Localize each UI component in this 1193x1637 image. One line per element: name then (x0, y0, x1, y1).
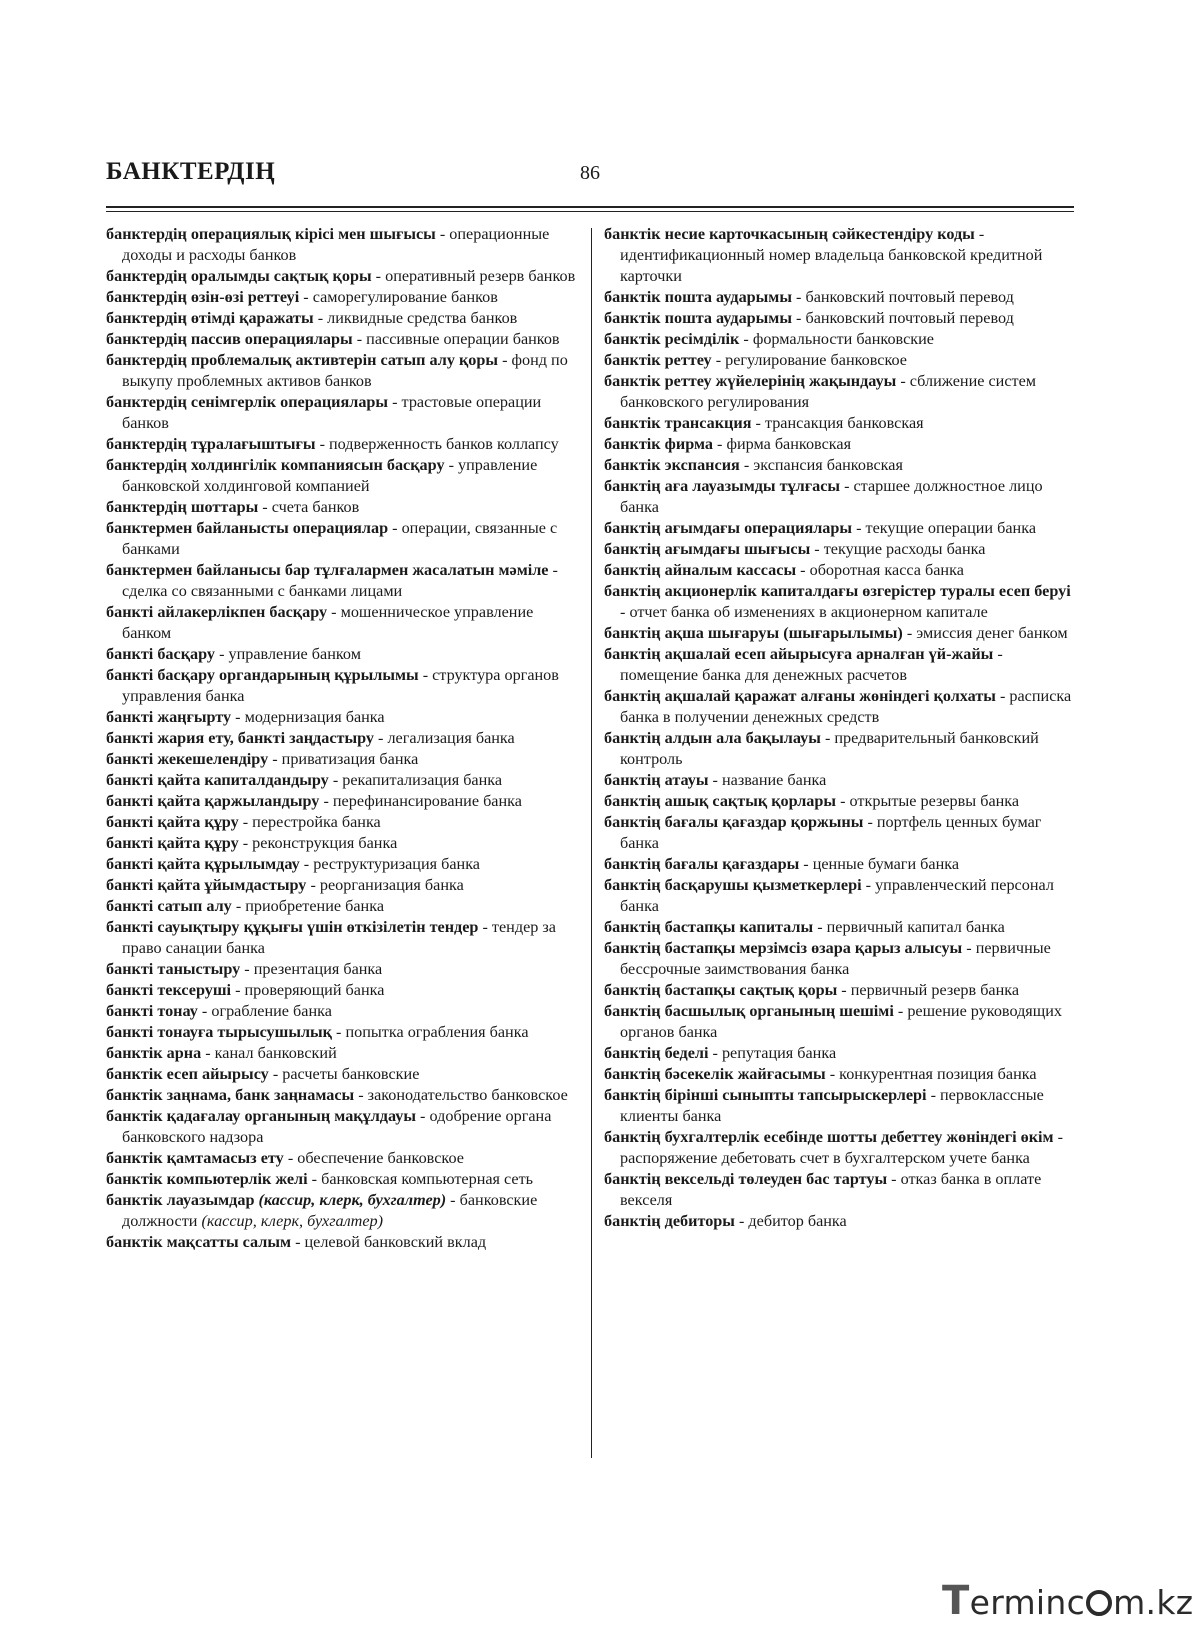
entry-translation: банковский почтовый перевод (805, 288, 1014, 306)
entry-term: банкті таныстыру (106, 960, 241, 978)
entry-translation: перестройка банка (252, 813, 381, 831)
dictionary-entry: банктің алдын ала бақылауы - предварительный банковский контроль (604, 729, 1039, 768)
entry-translation: идентификационный номер владельца банковской кредитной карточки (620, 246, 1043, 285)
entry-term: банкті жария ету, банкті заңдастыру (106, 729, 374, 747)
entry-term: банктің ақшалай қаражат алғаны жөніндегі қолхаты (604, 687, 996, 705)
dictionary-entry: банкті қайта ұйымдастыру - реорганизация банка (106, 876, 464, 894)
entry-term: банктің бәсекелік жайғасымы (604, 1065, 826, 1083)
entry-translation: банковские должности (122, 1191, 538, 1230)
dictionary-entry: банктермен байланысты операциялар - операции, связанные с банками (106, 519, 558, 558)
dictionary-entry: банкті жария ету, банкті заңдастыру - легализация банка (106, 729, 515, 747)
entry-translation: пассивные операции банков (366, 330, 560, 348)
entry-translation: реструктуризация банка (313, 855, 480, 873)
entry-term: банктің басшылық органының шешімі (604, 1002, 894, 1020)
entry-translation: формальности банковские (752, 330, 934, 348)
terminkom-watermark (942, 1578, 1193, 1624)
entry-translation: обеспечение банковское (297, 1149, 464, 1167)
dictionary-entry: банктік реттеу - регулирование банковское (604, 351, 907, 369)
entry-term: банктердің шоттары (106, 498, 259, 516)
entry-translation: попытка ограбления банка (345, 1023, 529, 1041)
entry-translation: эмиссия денег банком (916, 624, 1068, 642)
entry-term: банктің атауы (604, 771, 709, 789)
entry-translation: операции, связанные с банками (122, 519, 558, 558)
dictionary-entry: банкті таныстыру - презентация банка (106, 960, 383, 978)
right-column (604, 224, 1080, 1232)
entry-translation: целевой банковский вклад (304, 1233, 487, 1251)
entry-term: банктік реттеу (604, 351, 712, 369)
entry-term: банктердің өтімді қаражаты (106, 309, 314, 327)
entry-translation: тендер за право санации банка (122, 918, 556, 957)
entry-translation: отчет банка об изменениях в акционерном капитале (629, 603, 988, 621)
entry-translation: расчеты банковские (282, 1065, 420, 1083)
entry-term: банкті қайта ұйымдастыру (106, 876, 307, 894)
dictionary-entry: банктің ашық сақтық қорлары - открытые резервы банка (604, 792, 1020, 810)
entry-translation: трастовые операции банков (122, 393, 542, 432)
entry-term: банкті басқару (106, 645, 216, 663)
entry-translation: предварительный банковский контроль (620, 729, 1039, 768)
dictionary-entry: банкті қайта қаржыландыру - перефинансирование банка (106, 792, 522, 810)
entry-translation: текущие операции банка (865, 519, 1037, 537)
dictionary-entry: банктердің оралымды сақтық қоры - оперативный резерв банков (106, 267, 576, 285)
entry-translation: счета банков (271, 498, 360, 516)
entry-term: банктік несие карточкасының сәйкестендіру коды (604, 225, 975, 243)
entry-translation: первичный резерв банка (850, 981, 1020, 999)
entry-translation: канал банковский (214, 1044, 337, 1062)
entry-term: банктік заңнама, банк заңнамасы (106, 1086, 355, 1104)
dictionary-entry: банктің акционерлік капиталдағы өзгерістер туралы есеп беруі - отчет банка об изменениях в акционерном капитале (604, 582, 1071, 621)
entry-translation: модернизация банка (244, 708, 385, 726)
dictionary-entry: банкті жаңғырту - модернизация банка (106, 708, 385, 726)
dictionary-entry: банктік реттеу жүйелерінің жақындауы - сближение систем банковского регулирования (604, 372, 1037, 411)
entry-term: банктердің тұралағыштығы (106, 435, 316, 453)
entry-term: банктердің өзін-өзі реттеуі (106, 288, 300, 306)
entry-translation: название банка (721, 771, 827, 789)
dictionary-entry: банктің бастапқы капиталы - первичный капитал банка (604, 918, 1005, 936)
dictionary-entry: банктің бастапқы сақтық қоры - первичный резерв банка (604, 981, 1020, 999)
entry-translation: банковский почтовый перевод (805, 309, 1014, 327)
entry-translation: реорганизация банка (319, 876, 464, 894)
entry-translation: банковская компьютерная сеть (321, 1170, 534, 1188)
dictionary-entry: банктердің холдингілік компаниясын басқару - управление банковской холдинговой компанией (106, 456, 538, 495)
dictionary-entry: банктің бағалы қағаздары - ценные бумаги банка (604, 855, 960, 873)
entry-translation: мошенническое управление банком (122, 603, 534, 642)
dictionary-entry: банктік қадағалау органының мақұлдауы - одобрение органа банковского надзора (106, 1107, 552, 1146)
dictionary-entry: банктік есеп айырысу - расчеты банковские (106, 1065, 420, 1083)
dictionary-entry: банктің басқарушы қызметкерлері - управленческий персонал банка (604, 876, 1054, 915)
dictionary-entry: банктің ағымдағы шығысы - текущие расходы банка (604, 540, 986, 558)
entry-term: банктің бағалы қағаздары (604, 855, 800, 873)
entry-translation: конкурентная позиция банка (839, 1065, 1037, 1083)
dictionary-entry: банкті айлакерлікпен басқару - мошенническое управление банком (106, 603, 534, 642)
watermark-text-start: ermin (969, 1583, 1067, 1622)
entry-translation: помещение банка для денежных расчетов (620, 666, 908, 684)
entry-term: банктік трансакция (604, 414, 752, 432)
entry-translation: приватизация банка (281, 750, 419, 768)
dictionary-entry: банктің бағалы қағаздар қоржыны - портфель ценных бумаг банка (604, 813, 1042, 852)
entry-term: банктің ақшалай есеп айырысуға арналған үй-жайы (604, 645, 994, 663)
entry-translation: текущие расходы банка (823, 540, 986, 558)
dictionary-entry: банкті қайта құрылымдау - реструктуризация банка (106, 855, 480, 873)
column-divider (591, 228, 592, 1458)
dictionary-entry: банктердің сенімгерлік операциялары - трастовые операции банков (106, 393, 542, 432)
entry-translation: проверяющий банка (244, 981, 385, 999)
dictionary-entry: банктің ақшалай қаражат алғаны жөніндегі қолхаты - расписка банка в получении денежных средств (604, 687, 1072, 726)
dictionary-entry: банктік арна - канал банковский (106, 1044, 337, 1062)
dictionary-entry: банктердің проблемалық активтерін сатып алу қоры - фонд по выкупу проблемных активов банков (106, 351, 568, 390)
watermark-text-end: m.kz (1113, 1583, 1193, 1622)
entry-term: банкті жекешелендіру (106, 750, 269, 768)
dictionary-entry: банктермен байланысы бар тұлғалармен жасалатын мәміле - сделка со связанными с банками лицами (106, 561, 558, 600)
entry-translation: экспансия банковская (753, 456, 903, 474)
entry-translation: фонд по выкупу проблемных активов банков (122, 351, 568, 390)
dictionary-entry: банкті басқару - управление банком (106, 645, 361, 663)
dictionary-entry: банктік экспансия - экспансия банковская (604, 456, 903, 474)
entry-translation: дебитор банка (748, 1212, 847, 1230)
entry-term: банктік пошта аударымы (604, 309, 792, 327)
entry-translation: отказ банка в оплате векселя (620, 1170, 1042, 1209)
entry-term: банкті қайта құру (106, 834, 239, 852)
entry-term: банктік есеп айырысу (106, 1065, 269, 1083)
dictionary-entry: банкті сатып алу - приобретение банка (106, 897, 384, 915)
entry-translation: сближение систем банковского регулирования (620, 372, 1037, 411)
watermark-c-letter: c (1066, 1583, 1086, 1622)
entry-translation: решение руководящих органов банка (620, 1002, 1062, 1041)
dictionary-entry: банкті сауықтыру құқығы үшін өткізілетін тендер - тендер за право санации банка (106, 918, 556, 957)
dictionary-entry: банктің атауы - название банка (604, 771, 827, 789)
entry-term: банкті тексеруші (106, 981, 232, 999)
dictionary-entry: банктердің пассив операциялары - пассивные операции банков (106, 330, 560, 348)
entry-term: банктермен байланысты операциялар (106, 519, 389, 537)
dictionary-entry: банктің басшылық органының шешімі - решение руководящих органов банка (604, 1002, 1062, 1041)
entry-term: банкті тонау (106, 1002, 198, 1020)
entry-term: банктік пошта аударымы (604, 288, 792, 306)
entry-term: банктің дебиторы (604, 1212, 735, 1230)
entry-translation: портфель ценных бумаг банка (620, 813, 1042, 852)
entry-translation: операционные доходы и расходы банков (122, 225, 550, 264)
dictionary-entry: банктердің өтімді қаражаты - ликвидные средства банков (106, 309, 518, 327)
header-rule-thin (106, 211, 1074, 212)
dictionary-entry: банкті тонау - ограбление банка (106, 1002, 332, 1020)
entry-term: банктің акционерлік капиталдағы өзгерістер туралы есеп беруі (604, 582, 1071, 600)
dictionary-entry: банктің айналым кассасы - оборотная касса банка (604, 561, 964, 579)
dictionary-entry: банктердің тұралағыштығы - подверженность банков коллапсу (106, 435, 559, 453)
entry-term: банктің вексельді төлеуден бас тартуы (604, 1170, 888, 1188)
dictionary-entry: банктің беделі - репутация банка (604, 1044, 837, 1062)
entry-term: банктердің пассив операциялары (106, 330, 353, 348)
dictionary-entry: банктік несие карточкасының сәйкестендіру коды - идентификационный номер владельца банковской кредитной карточки (604, 225, 1043, 285)
dictionary-entry: банктің ақша шығаруы (шығарылымы) - эмиссия денег банком (604, 624, 1068, 642)
dictionary-entry: банкті тонауға тырысушылық - попытка ограбления банка (106, 1023, 529, 1041)
dictionary-entry: банктік заңнама, банк заңнамасы - законодательство банковское (106, 1086, 568, 1104)
dictionary-entry: банктік лауазымдар (кассир, клерк, бухгалтер) - банковские должности (кассир, клерк, бухгалтер) (106, 1191, 538, 1230)
dictionary-entry: банктің ағымдағы операциялары - текущие операции банка (604, 519, 1037, 537)
entry-term: банктік экспансия (604, 456, 740, 474)
entry-term: банкті айлакерлікпен басқару (106, 603, 328, 621)
entry-term: банктердің оралымды сақтық қоры (106, 267, 372, 285)
entry-term: банктердің сенімгерлік операциялары (106, 393, 389, 411)
entry-term: банктің басқарушы қызметкерлері (604, 876, 862, 894)
entry-term: банктік реттеу жүйелерінің жақындауы (604, 372, 897, 390)
entry-term: банктің ашық сақтық қорлары (604, 792, 837, 810)
entry-term: банктік фирма (604, 435, 713, 453)
dictionary-entry: банктік трансакция - трансакция банковская (604, 414, 924, 432)
entry-term: банкті тонауға тырысушылық (106, 1023, 332, 1041)
entry-translation-note: (кассир, клерк, бухгалтер) (201, 1212, 384, 1230)
entry-translation: репутация банка (721, 1044, 837, 1062)
dictionary-entry: банктің бірінші сыныпты тапсырыскерлері - первоклассные клиенты банка (604, 1086, 1044, 1125)
entry-translation: структура органов управления банка (122, 666, 559, 705)
entry-term: банктің аға лауазымды тұлғасы (604, 477, 841, 495)
entry-term: банктік ресімділік (604, 330, 740, 348)
entry-translation: первичные бессрочные заимствования банка (620, 939, 1051, 978)
entry-term: банктің ағымдағы операциялары (604, 519, 853, 537)
entry-translation: ограбление банка (211, 1002, 332, 1020)
entry-term: банктік қамтамасыз ету (106, 1149, 284, 1167)
dictionary-entry: банкті жекешелендіру - приватизация банка (106, 750, 419, 768)
entry-translation: первичный капитал банка (826, 918, 1005, 936)
entry-translation: презентация банка (253, 960, 383, 978)
entry-term: банктермен байланысы бар тұлғалармен жасалатын мәміле (106, 561, 549, 579)
dictionary-entry: банктердің операциялық кірісі мен шығысы - операционные доходы и расходы банков (106, 225, 550, 264)
entry-term: банктердің операциялық кірісі мен шығысы (106, 225, 436, 243)
entry-term: банктің ағымдағы шығысы (604, 540, 811, 558)
page-number: 86 (580, 162, 600, 184)
entry-term: банктік компьютерлік желі (106, 1170, 308, 1188)
entry-translation: саморегулирование банков (312, 288, 498, 306)
entry-term: банктердің проблемалық активтерін сатып алу қоры (106, 351, 499, 369)
entry-term: банктің бастапқы капиталы (604, 918, 814, 936)
dictionary-entry: банктердің өзін-өзі реттеуі - саморегулирование банков (106, 288, 498, 306)
entry-term: банктің беделі (604, 1044, 709, 1062)
dictionary-entry: банктік пошта аударымы - банковский почтовый перевод (604, 309, 1014, 327)
entry-translation: управленческий персонал банка (620, 876, 1054, 915)
entry-translation: открытые резервы банка (849, 792, 1020, 810)
entry-translation: ценные бумаги банка (812, 855, 960, 873)
dictionary-entry: банктік мақсатты салым - целевой банковский вклад (106, 1233, 487, 1251)
dictionary-entry: банктердің шоттары - счета банков (106, 498, 360, 516)
entry-term: банкті сауықтыру құқығы үшін өткізілетін тендер (106, 918, 479, 936)
dictionary-entry: банктің дебиторы - дебитор банка (604, 1212, 847, 1230)
watermark-letter-t: T (942, 1578, 970, 1624)
entry-term: банктің бастапқы мерзімсіз өзара қарыз алысуы (604, 939, 963, 957)
entry-translation: сделка со связанными с банками лицами (122, 582, 403, 600)
entry-term: банктің бухгалтерлік есебінде шотты дебеттеу жөніндегі өкім (604, 1128, 1054, 1146)
dictionary-entry: банктік ресімділік - формальности банковские (604, 330, 934, 348)
entry-translation: реконструкция банка (252, 834, 398, 852)
entry-term: банктің ақша шығаруы (шығарылымы) (604, 624, 903, 642)
entry-term: банктің айналым кассасы (604, 561, 797, 579)
entry-term: банкті қайта капиталдандыру (106, 771, 329, 789)
watermark-circle-icon (1086, 1590, 1112, 1616)
dictionary-entry: банкті басқару органдарының құрылымы - структура органов управления банка (106, 666, 559, 705)
entry-term: банктік мақсатты салым (106, 1233, 292, 1251)
dictionary-entry: банктің бастапқы мерзімсіз өзара қарыз алысуы - первичные бессрочные заимствования банка (604, 939, 1051, 978)
entry-term: банктің алдын ала бақылауы (604, 729, 821, 747)
dictionary-entry: банктік пошта аударымы - банковский почтовый перевод (604, 288, 1014, 306)
entry-translation: старшее должностное лицо банка (620, 477, 1043, 516)
entry-translation: подверженность банков коллапсу (329, 435, 559, 453)
entry-term: банкті жаңғырту (106, 708, 232, 726)
dictionary-entry: банктік компьютерлік желі - банковская компьютерная сеть (106, 1170, 534, 1188)
dictionary-entry: банктің бәсекелік жайғасымы - конкурентная позиция банка (604, 1065, 1037, 1083)
entry-term: банктің бірінші сыныпты тапсырыскерлері (604, 1086, 927, 1104)
entry-term: банктің бастапқы сақтық қоры (604, 981, 838, 999)
entry-term: банктің бағалы қағаздар қоржыны (604, 813, 864, 831)
dictionary-entry: банктік қамтамасыз ету - обеспечение банковское (106, 1149, 464, 1167)
entry-translation: оборотная касса банка (809, 561, 964, 579)
entry-translation: регулирование банковское (725, 351, 907, 369)
entry-translation: распоряжение дебетовать счет в бухгалтерском учете банка (620, 1149, 1030, 1167)
dictionary-entry: банктің вексельді төлеуден бас тартуы - отказ банка в оплате векселя (604, 1170, 1042, 1209)
dictionary-entry: банктің ақшалай есеп айырысуға арналған үй-жайы - помещение банка для денежных расчетов (604, 645, 1003, 684)
entry-translation: легализация банка (387, 729, 515, 747)
entry-translation: приобретение банка (245, 897, 384, 915)
entry-term: банктік лауазымдар (106, 1191, 255, 1209)
entry-translation: управление банком (228, 645, 361, 663)
entry-translation: рекапитализация банка (342, 771, 503, 789)
dictionary-entry: банкті қайта құру - реконструкция банка (106, 834, 398, 852)
dictionary-entry: банкті қайта құру - перестройка банка (106, 813, 381, 831)
entry-term: банктік арна (106, 1044, 202, 1062)
entry-term: банкті басқару органдарының құрылымы (106, 666, 419, 684)
entry-translation: законодательство банковское (367, 1086, 568, 1104)
dictionary-entry: банкті тексеруші - проверяющий банка (106, 981, 385, 999)
entry-translation: ликвидные средства банков (327, 309, 518, 327)
dictionary-entry: банктің бухгалтерлік есебінде шотты дебеттеу жөніндегі өкім - распоряжение дебетовать счет в бухгалтерском учете банка (604, 1128, 1064, 1167)
running-header-word: БАНКТЕРДІҢ (106, 158, 276, 185)
entry-translation: одобрение органа банковского надзора (122, 1107, 552, 1146)
dictionary-entry: банкті қайта капиталдандыру - рекапитализация банка (106, 771, 503, 789)
entry-translation: трансакция банковская (764, 414, 924, 432)
entry-term: банкті қайта құрылымдау (106, 855, 300, 873)
entry-term: банктердің холдингілік компаниясын басқару (106, 456, 445, 474)
entry-translation: расписка банка в получении денежных средств (620, 687, 1072, 726)
entry-term: банкті сатып алу (106, 897, 232, 915)
entry-translation: фирма банковская (726, 435, 852, 453)
entry-term: банктік қадағалау органының мақұлдауы (106, 1107, 416, 1125)
entry-term-note: (кассир, клерк, бухгалтер) (258, 1191, 447, 1209)
entry-translation: оперативный резерв банков (385, 267, 576, 285)
header-rule-thick (106, 206, 1074, 208)
entry-term: банкті қайта құру (106, 813, 239, 831)
entry-translation: первоклассные клиенты банка (620, 1086, 1044, 1125)
dictionary-entry: банктік фирма - фирма банковская (604, 435, 852, 453)
dictionary-entry: банктің аға лауазымды тұлғасы - старшее должностное лицо банка (604, 477, 1043, 516)
entry-term: банкті қайта қаржыландыру (106, 792, 320, 810)
entry-translation: управление банковской холдинговой компанией (122, 456, 538, 495)
left-column (106, 224, 579, 1253)
entry-translation: перефинансирование банка (332, 792, 522, 810)
